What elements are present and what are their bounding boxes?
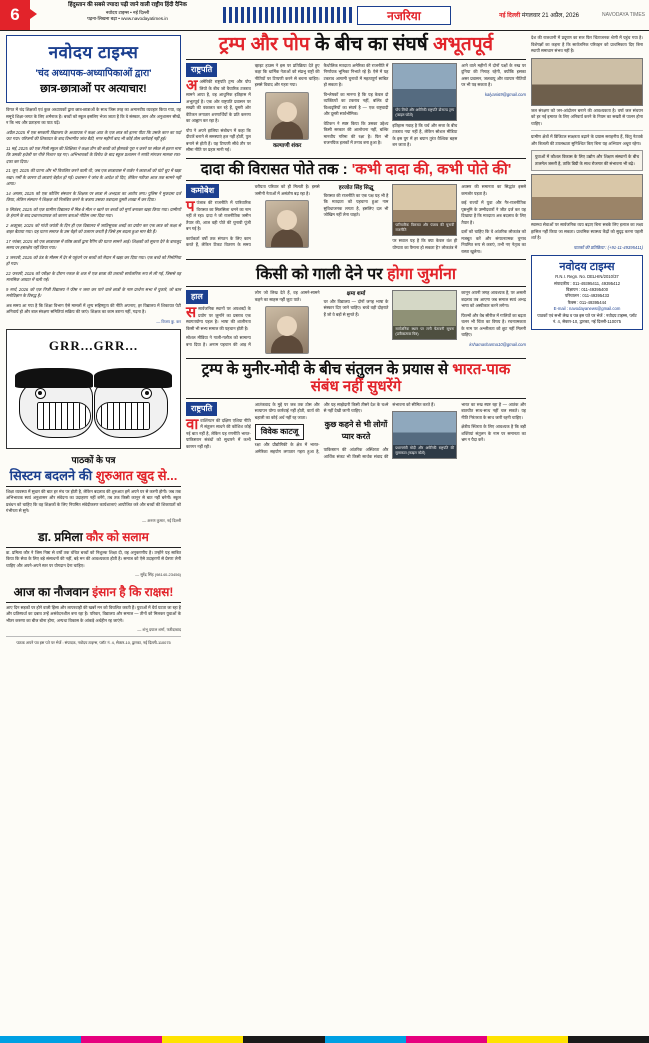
story3-photo (392, 290, 457, 340)
letter-author: — सुरेंद्र सिंह (98140-23456) (135, 572, 181, 578)
publisher-email-value[interactable]: navodayanews@gmail.com (569, 305, 621, 311)
publisher-email[interactable] (536, 306, 638, 311)
letter-title (6, 583, 181, 603)
edition-info (451, 11, 585, 19)
center-column (186, 35, 526, 1038)
color-swatch (243, 1036, 324, 1043)
story1-para: वेटिकन ने स्पष्ट किया कि उसका उद्देश्य किसी सरकार की आलोचना नहीं, बल्कि मानवीय गरिमा की रक्षा है। फिर भी राजनयिक हलकों में तनाव बना हुआ है। (323, 120, 389, 146)
letter-body: डा. प्रमिला कौर ने जिस निष्ठा से वर्षों तक वंचित बच्चों को निशुल्क शिक्षा दी, वह अनुकरणीय है। उन्होंने यह साबित किया कि सेवा के लिए बड़े संसाधनों की नहीं, बड़े मन की आवश्यकता होती है। समाज को ऐसे उदाहरणों से प्रेरणा लेनी चाहिए और अपने-अपने स्तर पर योगदान देना चाहिए। (6, 549, 181, 568)
publisher-email-label: E-mail : (553, 305, 568, 311)
publisher-brand (536, 259, 638, 274)
editorial-signature: — विजय कु. कर (156, 318, 181, 324)
story3-photo-caption: सार्वजनिक स्थान पर लगी चेतावनी सूचना (प्रतीकात्मक चित्र) (393, 326, 456, 339)
cartoon-teeth (97, 403, 149, 429)
publisher-fax: फैक्स : 011-49395444 (567, 299, 607, 305)
helpline-text: पाठकों की प्रतिक्रिया : (+91-11-49395411) (573, 244, 643, 250)
publisher-contact-box (531, 255, 643, 329)
story1-para: व्हाइट हाउस ने इस पर प्रतिक्रिया देते हुए कहा कि धार्मिक नेताओं को संप्रभु राष्ट्रों की नीतियों पर टिप्पणी करने से बचना चाहिए। इससे विवाद और गहरा गया। (254, 62, 320, 88)
story3-para: सोशल मीडिया ने गाली-गलौज को सामान्य बना दिया है। अनाम पहचान की आड़ में लोग जो लिख देते हैं, वह आमने-सामने कहने का साहस नहीं जुटा पाते। (186, 290, 320, 347)
story4-headline (186, 358, 526, 399)
story2-para-text: पंजाब की राजनीति में पारिवारिक विरासत का सिलसिला थमने का नाम नहीं ले रहा। दादा ने जो राजनीतिक जमीन तैयार की, आज वही पोते की चुनावी पूंजी बन गई है। (186, 200, 251, 232)
story2-photo-caption: पारिवारिक विरासत और पंजाब की चुनावी राजनीति (393, 222, 456, 235)
story4-photo-caption: प्रधानमंत्री मोदी और अमेरिकी राष्ट्रपति की मुलाकात (फाइल फोटो) (393, 445, 456, 458)
author-photo (265, 306, 309, 354)
story2-para (186, 200, 251, 233)
letter-author: — अरुण कुमार, नई दिल्ली (142, 517, 181, 523)
story3-para: कानून अपनी जगह आवश्यक है, पर असली बदलाव तब आएगा जब समाज स्वयं अभद्र भाषा को अस्वीकार करने लगेगा। (461, 290, 526, 309)
letters-section-header (6, 453, 181, 487)
masthead (0, 0, 649, 31)
page-number-arrow-icon (30, 9, 37, 19)
cartoon-eye-icon (35, 388, 46, 399)
story1-headline-part3: अभूतपूर्व (433, 34, 494, 55)
editorial-para: 22 फरवरी, 2026 को परीक्षा के दौरान नकल के शक में एक छात्रा की तलाशी सार्वजनिक रूप से ली गई, जिससे वह मानसिक आघात में चली गई। (6, 270, 181, 282)
editorial-brand (12, 40, 175, 63)
story4-para: रक्षा और प्रौद्योगिकी के क्षेत्र में भारत-अमेरिका सहयोग लगातार गहरा हुआ है, और यह साझेदारी किसी तीसरे देश के चश्मे से नहीं देखी जानी चाहिए। (254, 401, 389, 454)
page-number-value: 6 (10, 5, 20, 24)
page-number (0, 0, 30, 30)
story2-headline (186, 158, 526, 181)
story4-label: राष्ट्रपति (186, 402, 217, 416)
editorial-headline: छात्र-छात्राओं पर अत्याचार! (40, 83, 147, 95)
cartoon-mouth (96, 402, 150, 430)
editorial-para: 14 अगस्त, 2025 को एक कोचिंग संस्थान के शिक्षक पर छात्रा से अभद्रता का आरोप लगा। पुलिस ने मुकदमा दर्ज किया, लेकिन संस्थान ने शिक्षक को निलंबित करने के बजाय उसका तबादला दूसरी शाखा में कर दिया। (6, 190, 181, 202)
letter-body: आए दिन सड़कों पर होने वाली हिंसा और लापरवाही की खबरें मन को विचलित करती हैं। युवाओं में धैर्य घटता जा रहा है और प्रतिस्पर्धा का दबाव उन्हें असंवेदनशील बना रहा है। परिवार, विद्यालय और समाज — तीनों को मिलकर युवाओं के भीतर करुणा का बीज बोना होगा, अन्यथा विकास के आंकड़े अर्थहीन रह जाएंगे। (6, 604, 181, 623)
divider (531, 130, 643, 131)
story1-author-email[interactable]: kalyani69@gmail.com (484, 91, 526, 97)
story2-para: पर सवाल यह है कि क्या केवल वंश ही योग्यता का पैमाना हो सकता है? लोकतंत्र में अवसर की समानता का सिद्धांत इससे कमजोर पड़ता है। (392, 184, 526, 250)
author-photo (265, 92, 309, 140)
editorial-para: विगत में चंद शिक्षकों एवं कुछ अध्यापकों द्वारा छात्र-छात्राओं के साथ जिस तरह का अमानवीय व्यवहार किया गया, वह समूचे शिक्षा-जगत के लिए शर्मनाक है। बच्चों को स्कूल इसलिए भेजा जाता है कि वे संस्कार, ज्ञान और अनुशासन सीखें, न कि भय और प्रताड़ना का पाठ पढ़ें। (6, 107, 181, 125)
story2-photo (392, 184, 457, 236)
publisher-brand-part2: टाइम्स (589, 261, 615, 274)
author-photo (265, 200, 309, 248)
cartoon-mouth (37, 402, 91, 430)
color-swatch (162, 1036, 243, 1043)
story3-headline-part2: होगा जुर्माना (387, 266, 457, 284)
story1-body (186, 63, 526, 154)
story2-headline-part1: दादा की विरासत पोते तक : (200, 160, 352, 178)
color-swatch (325, 1036, 406, 1043)
color-swatch (81, 1036, 162, 1043)
publisher-brand-part1: नवोदय (559, 261, 590, 274)
letter-item (6, 489, 181, 524)
story3-para: घर और विद्यालय — दोनों जगह भाषा के संस्कार दिए जाने चाहिए। बच्चे वही दोहराते हैं जो वे बड़ों से सुनते हैं। (323, 298, 389, 317)
left-column (6, 35, 181, 1038)
story1-photo (392, 63, 457, 121)
story2-para: विरासत की राजनीति का एक पक्ष यह भी है कि मतदाता को पहचाना हुआ नाम सुविधाजनक लगता है, इसलिए दल भी जोखिम नहीं लेना चाहते। (323, 192, 389, 218)
section-tag: नजरिया (357, 6, 451, 25)
edition-day: मंगलवार (521, 13, 541, 19)
editorial-para: 17 नवंबर, 2025 को एक छात्रावास में वरिष्ठ छात्रों द्वारा रैगिंग की घटना सामने आई। शिक्षकों को सूचना देने के बावजूद समय पर हस्तक्षेप नहीं किया गया। (6, 238, 181, 250)
cartoon-cap (94, 368, 172, 388)
side-note: स्वास्थ्य सेवाओं पर सार्वजनिक व्यय बढ़ाए बिना सबके लिए इलाज का लक्ष्य हासिल नहीं किया जा सकता। प्राथमिक स्वास्थ्य केंद्रों को सुदृढ़ करना पहली शर्त है। (531, 222, 643, 241)
dropcap: स (186, 304, 197, 322)
story4-subheadline: कुछ कहने से भी लोगों प्यार करते (324, 419, 388, 441)
editorial-para: 11 मई, 2025 को एक निजी स्कूल की शिक्षिका ने कक्षा तीन की बच्ची को होमवर्क पूरा न करने पर स्केल से इतना मारा कि उसकी हथेली पर नीले निशान पड़ गए। अभिभावकों के विरोध के बाद स्कूल प्रशासन ने माफी मांगकर मामला रफा-दफा कर दिया। (6, 145, 181, 164)
story3-headline-part1: किसी को गाली देने पर (255, 266, 388, 284)
right-notes (531, 35, 643, 251)
story1-label: राष्ट्रपति (186, 63, 217, 77)
cartoon-sound-text: GRR...GRR... (48, 337, 139, 353)
story4-headline-part2: भारत-पाक संबंध नहीं सुधरेंगे (310, 361, 511, 396)
editorial-brand-sub: टाइम्स (98, 43, 139, 62)
edition-city: नई दिल्ली (499, 13, 521, 19)
story2-para: दलों को चाहिए कि वे आंतरिक लोकतंत्र को मजबूत करें और संगठनात्मक चुनाव नियमित रूप से कराएं, तभी नए नेतृत्व का रास्ता खुलेगा। (461, 229, 526, 254)
right-column (531, 35, 643, 1038)
masthead-tagline-3: पढ़ना-लिखना बढ़ा • www.navodayatimes.in (87, 15, 168, 21)
story2-author: हरजोत सिंह सिद्धू (338, 185, 374, 192)
masthead-tagline-1: हिंदुस्तान की सबसे ज्यादा पढ़ी जाने वाली राष्ट्रीय हिंदी दैनिक (68, 2, 187, 8)
editorial-cartoon (6, 329, 181, 449)
masthead-tagline-2: नवोदय टाइम्स • नई दिल्ली (105, 9, 150, 15)
edition-date: 21 अप्रैल, 2026 (541, 13, 579, 19)
cartoon-figure-right (88, 368, 174, 442)
letters-headline (6, 466, 181, 484)
side-photo-2 (531, 174, 643, 220)
story1-para-text: अमेरिकी राष्ट्रपति ट्रम्प और पोप लियो के बीच जो वैचारिक टकराव सामने आया है, वह आधुनिक इतिहास में अभूतपूर्व है। एक ओर राष्ट्रपति प्रवासन पर सख्ती की वकालत कर रहे हैं, दूसरी ओर वेटिकन लगातार शरणार्थियों के प्रति करुणा का आह्वान कर रहा है। (186, 79, 251, 124)
story2-label: कमोबेश (186, 184, 219, 198)
editorial-para: 21 जून, 2025 की घटना और भी विचलित करने वाली थी, जब एक छात्रावास में वार्डन ने छात्राओं को घंटों धूप में खड़ा रखा। गर्मी के कारण दो छात्राएं बेहोश हो गईं। प्रशासन ने जांच के आदेश तो दिए, लेकिन नतीजा आज तक सामने नहीं आया। (6, 168, 181, 186)
story2-para: कार्यकर्ता वर्षों तक संगठन के लिए काम करते हैं, लेकिन टिकट वितरण के समय वरीयता परिवार को ही मिलती है। इससे जमीनी नेताओं में असंतोष बढ़ रहा है। (186, 184, 320, 248)
story3-label: हाल (186, 290, 208, 304)
side-note: ग्रामीण क्षेत्रों में डिजिटल साक्षरता बढ़ाने के प्रयास सराहनीय हैं, किंतु नेटवर्क और बिजली की उपलब्धता सुनिश्चित किए बिना यह अभियान अधूरा रहेगा। (531, 134, 643, 146)
story4-para-text: वाशिंगटन की दक्षिण एशिया नीति में संतुलन साधने की कोशिश कोई नई बात नहीं है, लेकिन यह रणनीति भारत-पाकिस्तान संबंधों को सुधारने में कभी कारगर नहीं रही। (186, 417, 251, 449)
page-body (0, 31, 649, 1043)
editorial-para: 9 सितंबर, 2025 को एक ग्रामीण विद्यालय में मिड-डे मील न खाने पर बच्चों को मुर्गा बनाकर खड़ा किया गया। ग्रामीणों के हंगामे के बाद प्रधानाध्यापक को कारण बताओ नोटिस थमा दिया गया। (6, 206, 181, 218)
publisher-ads-phone: विज्ञापन : 011-49395400 (565, 287, 609, 293)
story1-author: कल्याणी शंकर (272, 142, 302, 149)
story1-para: आने वाले महीनों में दोनों पक्षों के रुख पर दुनिया की निगाह रहेगी, क्योंकि इसका असर प्रवासन, जलवायु और व्यापार नीतियों पर भी पड़ सकता है। (461, 62, 526, 88)
story3-para-text: सार्वजनिक स्थानों पर अपशब्दों के प्रयोग पर जुर्माने का प्रस्ताव एक स्वागतयोग्य पहल है। भाषा की शालीनता किसी भी सभ्य समाज की पहचान होती है। (186, 306, 251, 331)
color-swatch (406, 1036, 487, 1043)
side-note: जल संरक्षण को जन-आंदोलन बनाने की आवश्यकता है। वर्षा जल संचयन को हर नई इमारत के लिए अनिवार्य करने के नियम का सख्ती से पालन होना चाहिए। (531, 107, 643, 126)
story3-para: फिल्मों और वेब सीरीज में गालियों का बढ़ता चलन भी चिंता का विषय है। रचनात्मकता के नाम पर अश्लीलता को छूट नहीं मिलनी चाहिए। (461, 312, 526, 338)
story1-headline-part2: के बीच का संघर्ष (314, 34, 434, 55)
story2-headline-part2: 'कभी दादा की, कभी पोते की' (351, 160, 512, 178)
story1-headline-part1: ट्रम्प और पोप (218, 34, 315, 55)
story1-para: कैथोलिक मतदाता अमेरिका की राजनीति में निर्णायक भूमिका निभाते रहे हैं। ऐसे में यह टकराव आगामी चुनावों में महत्वपूर्ण साबित हो सकता है। (323, 62, 389, 88)
dropcap: वा (186, 415, 199, 433)
letter-title-part2: इंसान है कि राक्षस! (92, 584, 174, 599)
dropcap: प (186, 198, 195, 216)
story4-para: क्षेत्रीय स्थिरता के लिए आवश्यक है कि बड़ी शक्तियां संतुलन के नाम पर समानता का भ्रम न पैदा करें। (461, 424, 526, 443)
letter-item (6, 550, 181, 579)
letters-headline-part1: सिस्टम बदलने की (9, 467, 96, 483)
decorative-bar (223, 7, 353, 23)
letters-submission-note: पाठक अपने पत्र इस पते पर भेजें : संपादक, नवोदय टाइम्स, प्लॉट नं. 4, सेक्टर-10, द्वारका, नई दिल्ली-110075 (16, 640, 171, 646)
story3-para (186, 306, 251, 332)
letter-body: शिक्षा व्यवस्था में सुधार की बात हर मंच पर होती है, लेकिन बदलाव की शुरुआत हमें अपने घर से करनी होगी। जब तक अभिभावक स्वयं अनुशासन और संवेदना का उदाहरण नहीं बनेंगे, तब तक किसी कानून से बात नहीं बनेगी। स्कूल प्रबंधन को चाहिए कि वह शिक्षकों के लिए नियमित संवेदीकरण कार्यशालाएं आयोजित करे और बच्चों की शिकायतों को गंभीरता से सुने। (6, 488, 181, 514)
editorial-para: अप्रैल 2025 में एक सरकारी विद्यालय के अध्यापक ने कक्षा आठ के एक छात्र को इतना पीटा कि उसके कान का पर्दा फट गया। परिजनों की शिकायत के बाद विभागीय जांच बैठी, मगर महीनों बाद भी कोई ठोस कार्रवाई नहीं हुई। (6, 129, 181, 141)
editorial-body (6, 107, 181, 325)
side-note: देश की राजधानी में प्रदूषण का स्तर फिर चिंताजनक श्रेणी में पहुंच गया है। विशेषज्ञों का कहना है कि सार्वजनिक परिवहन को प्राथमिकता दिए बिना स्थायी समाधान संभव नहीं है। (531, 35, 643, 53)
color-swatch (487, 1036, 568, 1043)
editorial-subhead: 'चंद अध्यापक-अध्यापिकाओं द्वारा' (35, 68, 152, 79)
editorial-para: अब समय आ गया है कि शिक्षा विभाग ऐसे मामलों में शून्य सहिष्णुता की नीति अपनाए, हर विद्यालय में शिकायत पेटी अनिवार्य हो और बाल संरक्षण समितियां सक्रिय की जाएं। शिक्षक का काम डराना नहीं, गढ़ना है। (6, 302, 181, 314)
editorial-para: 3 जनवरी, 2026 को ठंड के मौसम में देर से पहुंचने पर बच्चों को मैदान में खड़ा कर दिया गया। एक बच्चे को निमोनिया हो गया। (6, 254, 181, 266)
masthead-logo: NAVODAYA TIMES (602, 12, 645, 18)
story1-headline (186, 35, 526, 60)
cartoon-teeth (38, 403, 90, 429)
publisher-editorial-phone: संपादकीय : 011-49395411, 49395412 (553, 280, 621, 286)
story4-para: आतंकवाद के मुद्दे पर जब तक ठोस और सत्यापन योग्य कार्रवाई नहीं होती, वार्ता की बहाली का कोई अर्थ नहीं रह जाता। (254, 401, 320, 420)
letter-title (6, 528, 181, 548)
story4-para: पाकिस्तान की आंतरिक अस्थिरता और आर्थिक संकट भी किसी सार्थक संवाद की संभावना को सीमित करते हैं। (323, 401, 435, 459)
story2-body (186, 184, 526, 255)
editorial-brand-main: नवोदय (48, 43, 93, 62)
story4-author-tag: विवेक काटजू (255, 424, 305, 440)
story4-photo (392, 411, 457, 459)
story3-author-email[interactable]: kshamasharma10@gmail.com (469, 341, 526, 347)
side-photo-1 (531, 58, 643, 106)
cartoon-eye-icon (141, 388, 152, 399)
letter-author: — शंभू दयाल शर्मा, फरीदाबाद (137, 627, 181, 633)
letter-title-part2: कौर को सलाम (86, 529, 149, 544)
publisher-rni: R.N.I. Regn. No. DELHIN/2010/37 (555, 274, 619, 280)
editorial-masthead-box (6, 35, 181, 103)
color-swatch (0, 1036, 81, 1043)
story2-para: कई राज्यों में युवा और गैर-राजनीतिक पृष्ठभूमि के उम्मीदवारों ने जीत दर्ज कर यह दिखाया है कि मतदाता अब बदलाव के लिए तैयार है। (461, 200, 526, 225)
story3-headline (186, 259, 526, 287)
publisher-address-note: पाठकों एवं सभी लेख व पत्र इस पते पर भेजें : नवोदय टाइम्स, प्लॉट नं. 4, सेक्टर-10, द्वारका, नई दिल्ली-110075 (537, 312, 637, 325)
side-quote-box: युवाओं में कौशल विकास के लिए उद्योग और शिक्षण संस्थानों के बीच तालमेल जरूरी है, ताकि डिग्री के साथ रोजगार की संभावना भी बढ़े। (531, 150, 643, 171)
story3-body (186, 290, 526, 354)
letters-kicker: पाठकों के पत्र (71, 454, 116, 465)
color-swatch (568, 1036, 649, 1043)
story1-para: पोप ने अपने हालिया संबोधन में कहा कि दीवारें बनाने से समस्याएं हल नहीं होतीं, पुल बनाने से होती हैं। यह टिप्पणी सीधे तौर पर सीमा नीति पर प्रहार मानी गई। (186, 127, 251, 153)
letter-title-part1: डा. प्रमिला (38, 529, 87, 544)
story4-body (186, 402, 526, 461)
letters-headline-part2: शुरुआत खुद से... (95, 467, 178, 483)
editorial-para: 2 अक्टूबर, 2025 को गांधी जयंती के दिन ही एक विद्यालय में जातिसूचक शब्दों का प्रयोग कर एक छात्र को कक्षा से बाहर बैठाया गया। यह घटना समाज के उस चेहरे को उजागर करती है जिसे हम बदला हुआ मान बैठे हैं। (6, 222, 181, 234)
story4-para: भारत का रुख स्पष्ट रहा है — आतंक और बातचीत साथ-साथ नहीं चल सकते। यह नीति निरंतरता के साथ जारी रहनी चाहिए। (461, 401, 526, 420)
story4-para (186, 415, 251, 451)
story3-author: क्षमा शर्मा (346, 291, 366, 298)
color-registration-bar (0, 1036, 649, 1043)
dropcap: अ (186, 77, 198, 95)
story1-para: विश्लेषकों का मानना है कि यह केवल दो व्यक्तित्वों का टकराव नहीं, बल्कि दो विश्वदृष्टियों का संघर्ष है — एक राष्ट्रवादी और दूसरी सार्वभौमिक। (323, 91, 389, 117)
story1-para (186, 79, 251, 125)
cartoon-figure-left (13, 368, 99, 442)
publisher-circulation-phone: परिचालन : 011-49395433 (564, 293, 610, 299)
story4-headline-part1: ट्रम्प के मुनीर-मोदी के बीच संतुलन के प्रयास से (201, 361, 453, 379)
cartoon-cap (15, 368, 93, 388)
letter-item (6, 605, 181, 647)
letter-title-part1: आज का नौजवान (13, 584, 93, 599)
story1-photo-caption: पोप लियो और अमेरिकी राष्ट्रपति डोनाल्ड ट्रम्प (फाइल फोटो) (393, 107, 456, 120)
editorial-para: 9 मार्च, 2026 को एक निजी विद्यालय ने फीस न जमा कर पाने वाले छात्रों के नाम प्रार्थना सभा में पुकारे, जो बाल मनोविज्ञान के विरुद्ध है। (6, 286, 181, 298)
story1-para: इतिहास गवाह है कि चर्च और सत्ता के बीच टकराव नया नहीं है, लेकिन सोशल मीडिया के इस युग में हर बयान तुरंत वैश्विक बहस बन जाता है। (392, 122, 458, 148)
divider (6, 636, 181, 637)
masthead-left-block (30, 0, 219, 30)
